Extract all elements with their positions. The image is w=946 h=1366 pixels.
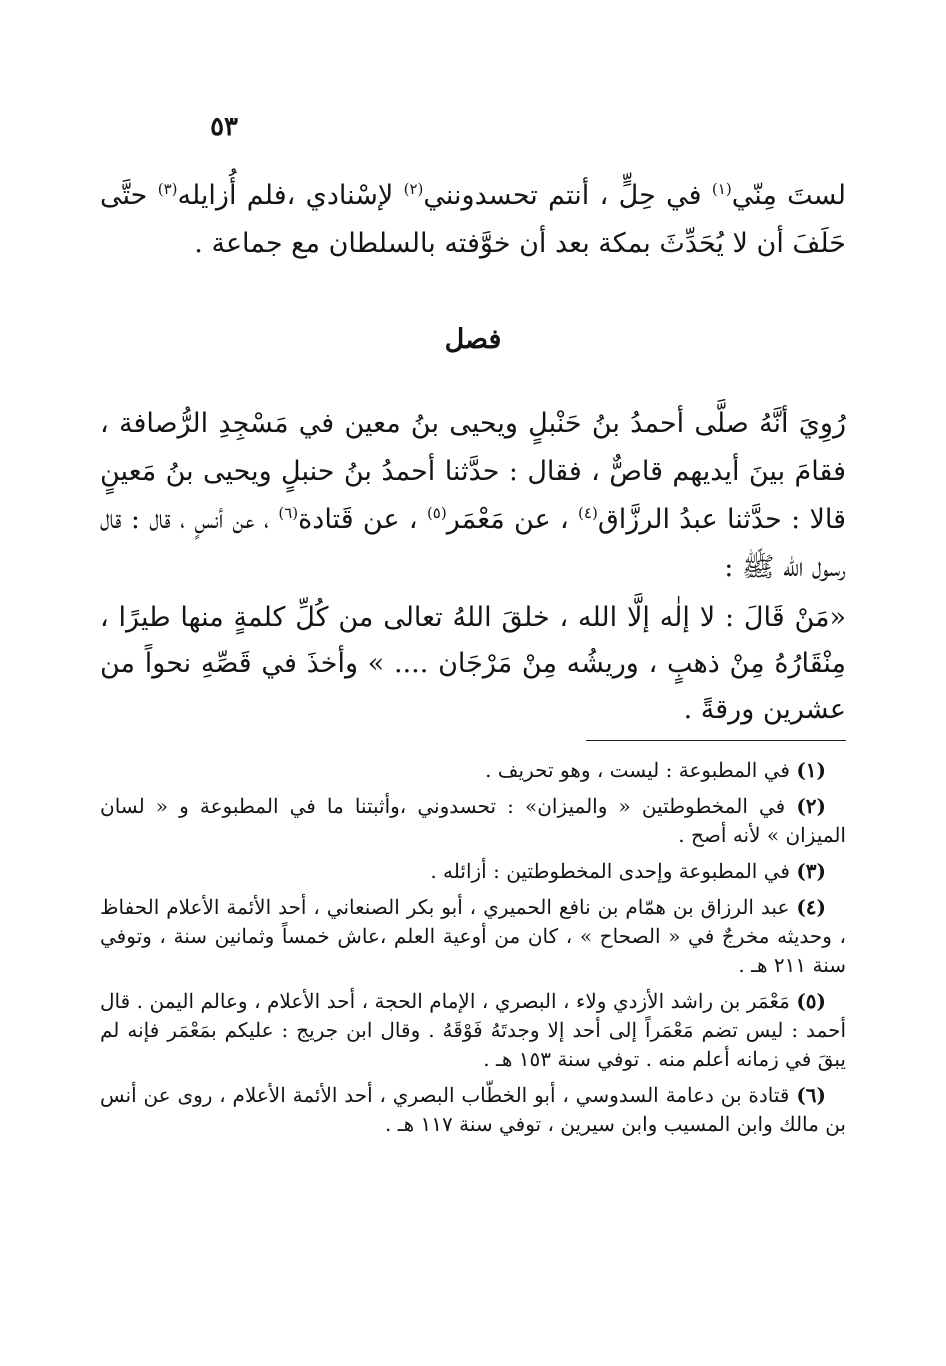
- hadith-paragraph: [100, 400, 846, 592]
- footnote-ref-6: (٦): [278, 504, 299, 522]
- footnote-text: قتادة بن دعامة السدوسي ، أبو الخطّاب البصري ، أحد الأئمة الأعلام ، روى عن أنس بن مالك وابن المسيب وابن سيرين ، توفي سنة ١١٧ هـ .: [100, 1083, 846, 1136]
- intro-text-c: لإسْنادي ،فلم أُزايله: [177, 180, 404, 211]
- footnote-6: [100, 1081, 846, 1139]
- footnote-ref-1: (١): [711, 180, 732, 198]
- footnote-text: في المخطوطتين « والميزان» : تحسدوني ،وأثبتنا ما في المطبوعة و « لسان الميزان » لأنه أصح .: [100, 794, 846, 847]
- footnote-text: في المطبوعة وإحدى المخطوطتين : أزائله .: [430, 859, 790, 883]
- hadith-text-c: ، عن قَتادة: [298, 504, 427, 535]
- hadith-quote: «مَنْ قَالَ : لا إلٰه إلَّا الله ، خلقَ اللهُ تعالى من كُلِّ كلمةٍ منها طيرًا ، مِنْقَارُهُ مِنْ ذهبٍ ، وريشُه مِنْ مَرْجَان .... » وأخذَ في قَصِّهِ نحواً من عشرين ورقةً .: [100, 602, 846, 725]
- footnote-ref-5: (٥): [426, 504, 447, 522]
- footnote-number: (١): [796, 758, 826, 782]
- hadith-text-d: ، عن أنسٍ ، قال : قال رسول الله ﷺ :: [100, 504, 846, 583]
- footnote-1: [100, 756, 846, 785]
- footnote-text: عبد الرزاق بن همّام بن نافع الحميري ، أبو بكر الصنعاني ، أحد الأئمة الأعلام الحفاظ ، وحديثه مخرجٌ في « الصحاح » ، كان من أوعية العلم ،عاش خمساً وثمانين سنة ، وتوفي سنة ٢١١ هـ .: [100, 895, 846, 977]
- intro-text-a: لستَ مِنّي: [731, 180, 846, 211]
- footnote-text: مَعْمَر بن راشد الأزدي ولاء ، البصري ، الإمام الحجة ، أحد الأعلام ، وعالم اليمن . قال أحمد : ليس تضم مَعْمَراً إلى أحد إلا وجدتَهُ فَوْقَهُ . وقال ابن جريج : عليكم بمَعْمَر فإنه لم يبقَ في زمانه أعلم منه . توفي سنة ١٥٣ هـ .: [100, 989, 846, 1071]
- intro-text-b: في حِلٍّ ، أنتم تحسدونني: [423, 180, 712, 211]
- footnote-number: (٤): [796, 895, 827, 919]
- intro-paragraph: [100, 172, 846, 268]
- footnote-ref-3: (٣): [157, 180, 178, 198]
- footnotes: [100, 756, 846, 1146]
- intro-text: [100, 172, 846, 268]
- hadith-text-a: رُوِيَ أنَّهُ صلَّى أحمدُ بنُ حَنْبلٍ ويحيى بنُ معين في مَسْجِدِ الرُّصافة ، فقامَ بينَ أيديهم قاصٌّ ، فقال : حدَّثنا أحمدُ بنُ حنبلٍ ويحيى بنُ مَعينٍ قالا : حدَّثنا عبدُ الرزَّاق: [100, 408, 847, 535]
- hadith-quote-paragraph: [100, 595, 846, 733]
- footnote-5: [100, 987, 846, 1074]
- footnote-2: [100, 792, 846, 850]
- section-title: فصل: [444, 324, 502, 355]
- footnote-text: في المطبوعة : ليست ، وهو تحريف .: [485, 758, 790, 782]
- footnote-number: (٣): [796, 859, 826, 883]
- hadith-text-b: ، عن مَعْمَر: [446, 504, 579, 535]
- footnote-divider: [586, 740, 846, 741]
- intro-text-d: حتَّى حَلَفَ أن لا يُحَدِّثَ بمكة بعد أن خوَّفته بالسلطان مع جماعة .: [100, 180, 846, 259]
- footnote-3: [100, 857, 846, 886]
- footnote-number: (٥): [796, 989, 826, 1013]
- footnote-number: (٢): [796, 794, 826, 818]
- hadith-text: [100, 400, 846, 592]
- footnote-ref-2: (٢): [403, 180, 424, 198]
- footnote-4: [100, 893, 846, 980]
- footnote-ref-4: (٤): [578, 504, 598, 522]
- page-number: ٥٣: [210, 112, 238, 142]
- footnote-number: (٦): [796, 1083, 827, 1107]
